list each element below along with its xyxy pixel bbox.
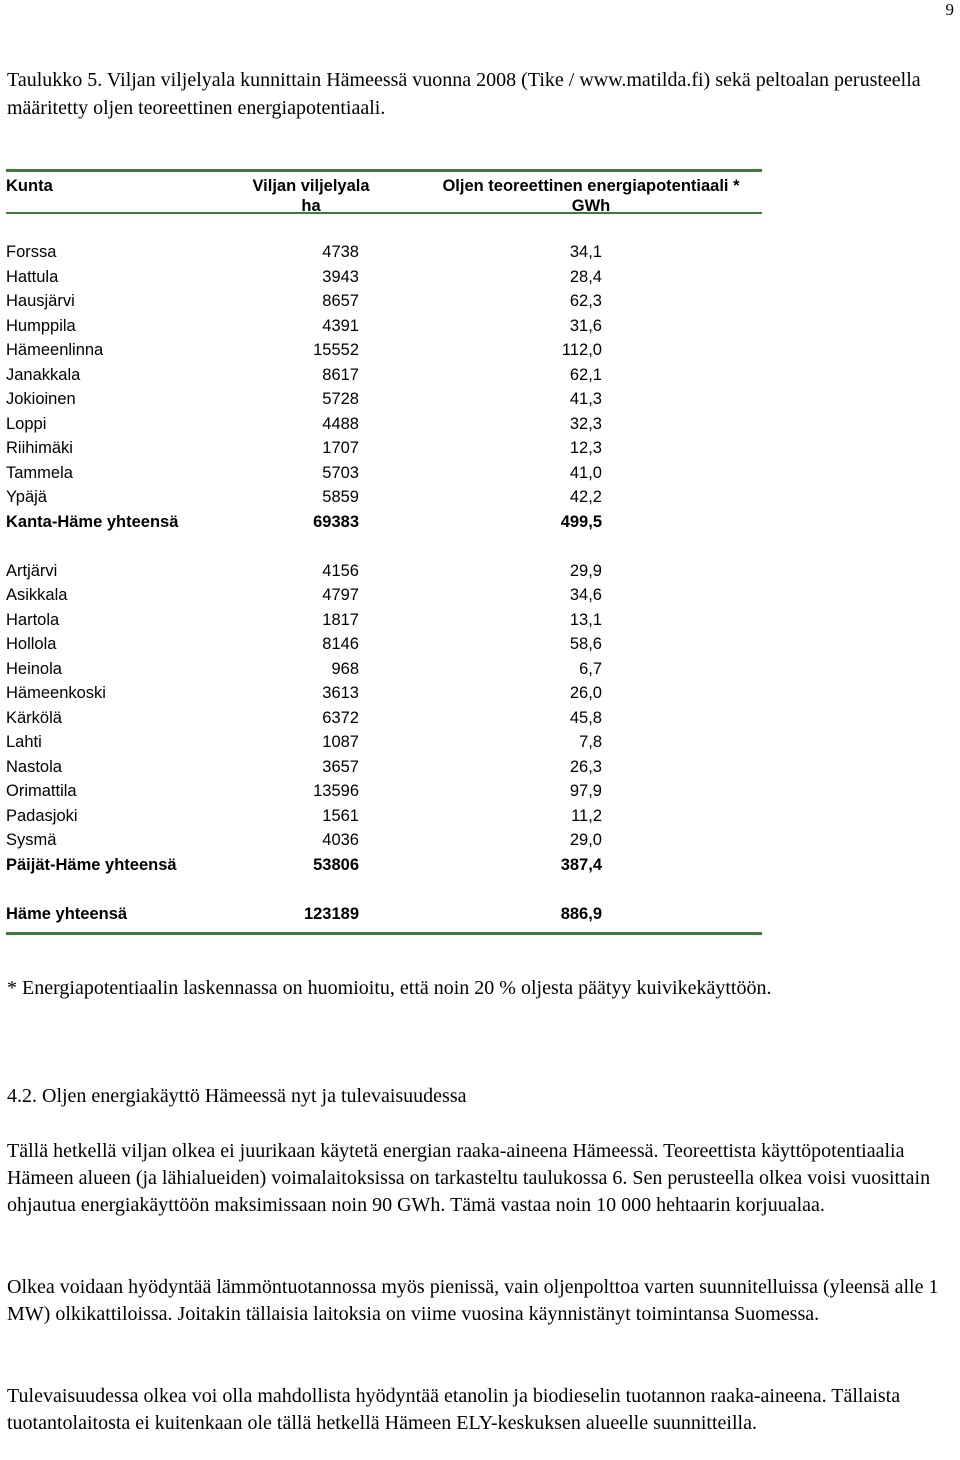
total-gwh: 387,4 bbox=[560, 855, 602, 874]
energy-gwh: 26,0 bbox=[569, 684, 602, 702]
table-row bbox=[6, 338, 762, 363]
municipality-name: Padasjoki bbox=[6, 806, 78, 825]
energy-gwh: 97,9 bbox=[569, 782, 602, 800]
energy-gwh: 6,7 bbox=[579, 659, 602, 678]
table-row bbox=[6, 265, 762, 290]
table-bottom-rule bbox=[6, 932, 762, 935]
table-row bbox=[6, 632, 762, 657]
municipality-name: Loppi bbox=[6, 414, 47, 433]
crop-area-ha: 8657 bbox=[322, 292, 359, 310]
hame-total-row bbox=[6, 902, 762, 927]
header-energy-line1: Oljen teoreettinen energiapotentiaali * bbox=[442, 177, 740, 195]
table-row bbox=[6, 485, 762, 510]
table-row bbox=[6, 779, 762, 804]
table-row bbox=[6, 363, 762, 388]
municipality-name: Orimattila bbox=[6, 782, 77, 800]
municipality-name: Ypäjä bbox=[6, 488, 47, 506]
municipality-name: Janakkala bbox=[6, 365, 81, 384]
energy-gwh: 31,6 bbox=[569, 316, 602, 335]
crop-area-ha: 13596 bbox=[313, 782, 359, 800]
energy-gwh: 26,3 bbox=[569, 757, 602, 776]
crop-area-ha: 1707 bbox=[322, 439, 359, 457]
crop-area-ha: 1561 bbox=[322, 806, 359, 825]
energy-gwh: 28,4 bbox=[569, 267, 602, 286]
energy-gwh: 11,2 bbox=[571, 806, 602, 825]
table-row bbox=[6, 681, 762, 706]
table-body bbox=[6, 214, 762, 932]
table-row bbox=[6, 412, 762, 437]
total-label: Kanta-Häme yhteensä bbox=[6, 512, 179, 531]
energy-gwh: 62,3 bbox=[569, 292, 602, 310]
total-ha: 53806 bbox=[313, 855, 359, 874]
crop-area-ha: 15552 bbox=[313, 341, 359, 359]
crop-area-ha: 4738 bbox=[322, 243, 359, 261]
crop-area-table bbox=[6, 169, 762, 935]
paragraph: Tällä hetkellä viljan olkea ei juurikaan käytetä energian raaka-aineena Hämeessä. Teoreettista käyttöpotentiaalia Hämeen alueen (ja lähialueiden) voimalaitoksissa on tarkasteltu taulukossa 6. Sen perusteella olkea voisi vuosittain ohjautua energiakäyttöön maksimissaan noin 90 GWh. Tämä vastaa noin 10 000 hehtaarin korjuualaa. bbox=[7, 1140, 931, 1216]
municipality-name: Hämeenkoski bbox=[6, 684, 106, 702]
crop-area-ha: 4488 bbox=[322, 414, 359, 433]
header-area-line1: Viljan viljelyala bbox=[252, 177, 370, 195]
municipality-name: Riihimäki bbox=[6, 439, 73, 457]
table-footnote: * Energiapotentiaalin laskennassa on huomioitu, että noin 20 % oljesta päätyy kuivikekäyttöön. bbox=[7, 977, 772, 999]
crop-area-ha: 4797 bbox=[322, 586, 359, 604]
table-row bbox=[6, 461, 762, 486]
municipality-name: Nastola bbox=[6, 757, 62, 776]
table-row bbox=[6, 314, 762, 339]
municipality-name: Sysmä bbox=[6, 831, 57, 849]
municipality-name: Hattula bbox=[6, 267, 59, 286]
paijat-hame-group bbox=[6, 559, 762, 853]
crop-area-ha: 1087 bbox=[322, 733, 359, 751]
crop-area-ha: 968 bbox=[331, 659, 359, 678]
energy-gwh: 41,3 bbox=[569, 390, 602, 408]
crop-area-ha: 6372 bbox=[322, 708, 359, 727]
table-row bbox=[6, 436, 762, 461]
total-ha: 123189 bbox=[303, 904, 359, 923]
energy-gwh: 13,1 bbox=[569, 610, 602, 629]
municipality-name: Tammela bbox=[6, 463, 73, 482]
crop-area-ha: 3613 bbox=[322, 684, 359, 702]
section-heading: 4.2. Oljen energiakäyttö Hämeessä nyt ja tulevaisuudessa bbox=[7, 1085, 467, 1107]
municipality-name: Hartola bbox=[6, 610, 60, 629]
table-row bbox=[6, 583, 762, 608]
table-caption: Taulukko 5. Viljan viljelyala kunnittain Hämeessä vuonna 2008 (Tike / www.matilda.fi) sekä peltoalan perusteella määritetty oljen teoreettinen energiapotentiaali. bbox=[7, 69, 921, 119]
crop-area-ha: 5728 bbox=[322, 390, 359, 408]
municipality-name: Hollola bbox=[6, 635, 57, 653]
municipality-name: Humppila bbox=[6, 316, 76, 335]
crop-area-ha: 5703 bbox=[322, 463, 359, 482]
energy-gwh: 29,9 bbox=[569, 561, 602, 580]
table-row bbox=[6, 706, 762, 731]
energy-gwh: 12,3 bbox=[569, 439, 602, 457]
header-energy-unit: GWh bbox=[571, 197, 611, 215]
paragraph: Tulevaisuudessa olkea voi olla mahdollista hyödyntää etanolin ja biodieselin tuotannon raaka-aineena. Tällaista tuotantolaitosta ei kuitenkaan ole tällä hetkellä Hämeen ELY-keskuksen alueelle suunnitteilla. bbox=[7, 1385, 901, 1434]
header-area bbox=[231, 176, 391, 216]
crop-area-ha: 3943 bbox=[322, 267, 359, 286]
municipality-name: Forssa bbox=[6, 243, 57, 261]
kanta-hame-group bbox=[6, 240, 762, 510]
crop-area-ha: 8146 bbox=[322, 635, 359, 653]
total-label: Päijät-Häme yhteensä bbox=[6, 855, 177, 874]
total-gwh: 886,9 bbox=[560, 904, 602, 923]
table-row bbox=[6, 608, 762, 633]
page-number: 9 bbox=[945, 0, 954, 19]
table-row bbox=[6, 387, 762, 412]
energy-gwh: 34,1 bbox=[569, 243, 602, 261]
kanta-hame-total-row bbox=[6, 510, 762, 535]
total-label: Häme yhteensä bbox=[6, 904, 128, 923]
header-area-unit: ha bbox=[301, 197, 321, 215]
municipality-name: Artjärvi bbox=[6, 561, 58, 580]
municipality-name: Hämeenlinna bbox=[6, 341, 104, 359]
header-kunta: Kunta bbox=[6, 177, 53, 195]
municipality-name: Hausjärvi bbox=[6, 292, 75, 310]
energy-gwh: 62,1 bbox=[569, 365, 602, 384]
table-row bbox=[6, 657, 762, 682]
paijat-hame-total-row bbox=[6, 853, 762, 878]
paragraph: Olkea voidaan hyödyntää lämmöntuotannossa myös pienissä, vain oljenpolttoa varten suunnitelluissa (yleensä alle 1 MW) olkikattiloissa. Joitakin tällaisia laitoksia on viime vuosina käynnistänyt toimintansa Suomessa. bbox=[7, 1276, 939, 1325]
energy-gwh: 41,0 bbox=[569, 463, 602, 482]
municipality-name: Lahti bbox=[6, 733, 42, 751]
table-row bbox=[6, 730, 762, 755]
crop-area-ha: 8617 bbox=[322, 365, 359, 384]
crop-area-ha: 4391 bbox=[322, 316, 359, 335]
table-row bbox=[6, 828, 762, 853]
crop-area-ha: 4036 bbox=[322, 831, 359, 849]
total-gwh: 499,5 bbox=[560, 512, 602, 531]
table-header bbox=[6, 172, 762, 215]
municipality-name: Jokioinen bbox=[6, 390, 76, 408]
crop-area-ha: 3657 bbox=[322, 757, 359, 776]
energy-gwh: 45,8 bbox=[569, 708, 602, 727]
total-ha: 69383 bbox=[313, 512, 359, 531]
group-spacer bbox=[6, 877, 762, 902]
municipality-name: Kärkölä bbox=[6, 708, 62, 727]
crop-area-ha: 4156 bbox=[322, 561, 359, 580]
energy-gwh: 112,0 bbox=[561, 341, 602, 359]
table-row bbox=[6, 559, 762, 584]
table-row bbox=[6, 755, 762, 780]
header-energy bbox=[411, 176, 771, 216]
municipality-name: Heinola bbox=[6, 659, 62, 678]
energy-gwh: 42,2 bbox=[569, 488, 602, 506]
table-row bbox=[6, 240, 762, 265]
energy-gwh: 34,6 bbox=[569, 586, 602, 604]
crop-area-ha: 5859 bbox=[322, 488, 359, 506]
municipality-name: Asikkala bbox=[6, 586, 68, 604]
group-spacer bbox=[6, 534, 762, 559]
energy-gwh: 58,6 bbox=[569, 635, 602, 653]
energy-gwh: 7,8 bbox=[579, 733, 602, 751]
table-row bbox=[6, 804, 762, 829]
crop-area-ha: 1817 bbox=[322, 610, 359, 629]
energy-gwh: 32,3 bbox=[569, 414, 602, 433]
table-row bbox=[6, 289, 762, 314]
energy-gwh: 29,0 bbox=[569, 831, 602, 849]
